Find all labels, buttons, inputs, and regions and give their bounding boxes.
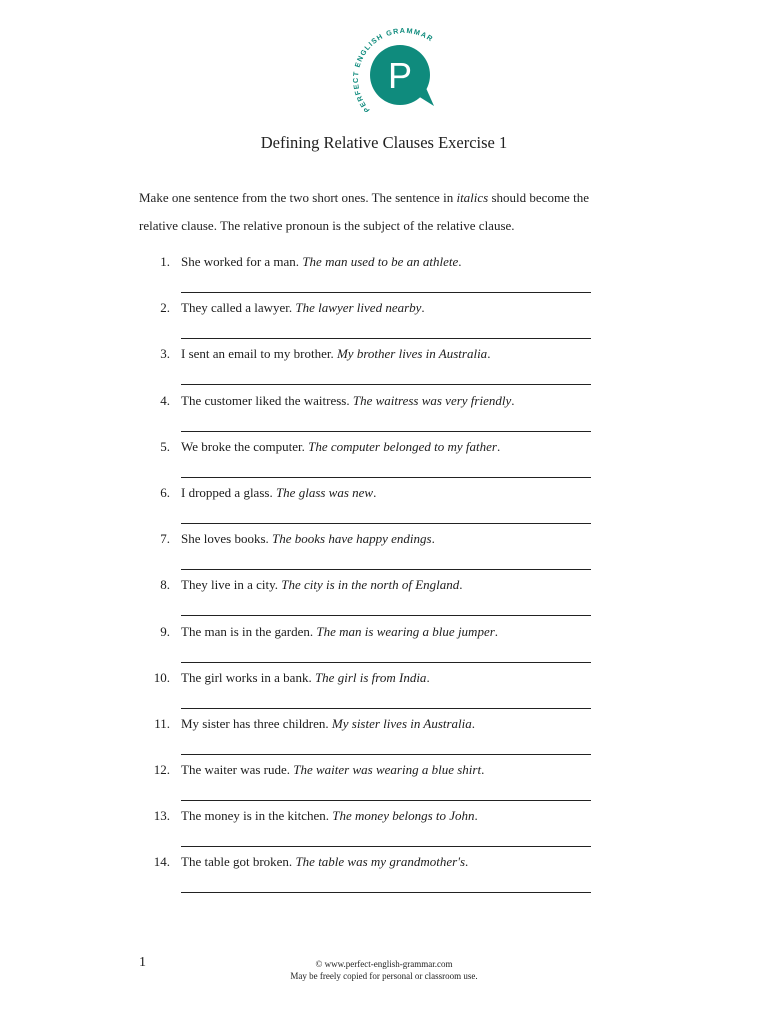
item-sentence <box>181 393 515 409</box>
exercise-item <box>0 346 768 392</box>
item-relative-clause: The lawyer lived nearby <box>295 300 422 316</box>
item-sentence <box>181 485 376 501</box>
svg-text:PERFECT ENGLISH GRAMMAR: PERFECT ENGLISH GRAMMAR <box>350 25 436 112</box>
item-sentence <box>181 854 468 870</box>
answer-line[interactable] <box>181 892 591 893</box>
item-relative-clause: The books have happy endings <box>272 531 432 547</box>
item-relative-clause: The waiter was wearing a blue shirt <box>293 762 482 778</box>
item-period: . <box>431 531 435 547</box>
item-period: . <box>511 392 515 408</box>
item-period: . <box>459 577 463 593</box>
item-sentence <box>181 531 435 547</box>
answer-line[interactable] <box>181 384 591 385</box>
item-main-clause: I sent an email to my brother. <box>181 346 337 362</box>
item-relative-clause: The computer belonged to my father <box>308 438 497 454</box>
item-main-clause: The money is in the kitchen. <box>181 808 333 824</box>
exercise-item <box>0 577 768 623</box>
item-sentence <box>181 762 484 778</box>
exercise-item <box>0 254 768 300</box>
item-main-clause: The girl works in a bank. <box>181 669 315 685</box>
item-number: 13. <box>153 808 170 824</box>
item-main-clause: They live in a city. <box>181 577 282 593</box>
item-main-clause: I dropped a glass. <box>181 484 276 500</box>
item-sentence <box>181 716 475 732</box>
exercise-list <box>0 254 768 901</box>
item-relative-clause: The girl is from India <box>314 669 427 685</box>
item-main-clause: The waiter was rude. <box>181 762 294 778</box>
item-relative-clause: The glass was new <box>275 484 374 500</box>
exercise-item <box>0 854 768 900</box>
answer-line[interactable] <box>181 708 591 709</box>
item-relative-clause: The money belongs to John <box>332 808 475 824</box>
item-main-clause: She worked for a man. <box>181 254 303 269</box>
exercise-item <box>0 485 768 531</box>
item-period: . <box>487 346 491 362</box>
exercise-item <box>0 808 768 854</box>
item-period: . <box>421 300 425 316</box>
item-number: 14. <box>153 854 170 870</box>
exercise-item <box>0 393 768 439</box>
item-main-clause: The man is in the garden. <box>181 623 317 639</box>
item-number: 5. <box>160 438 170 454</box>
item-sentence <box>181 300 425 316</box>
instructions <box>139 184 609 240</box>
answer-line[interactable] <box>181 338 591 339</box>
footer-copyright: © www.perfect-english-grammar.com <box>315 959 453 969</box>
svg-text:P: P <box>387 55 413 96</box>
item-number: 1. <box>160 254 170 269</box>
item-number: 8. <box>160 577 170 593</box>
item-period: . <box>481 762 485 778</box>
perfect-english-grammar-logo <box>350 18 440 112</box>
item-number: 9. <box>160 623 170 639</box>
footer-copy-note: May be freely copied for personal or classroom use. <box>290 971 478 981</box>
item-sentence <box>181 624 498 640</box>
instructions-italic: italics <box>456 190 489 205</box>
item-period: . <box>458 254 462 269</box>
answer-line[interactable] <box>181 846 591 847</box>
item-main-clause: We broke the computer. <box>181 438 309 454</box>
exercise-item <box>0 670 768 716</box>
answer-line[interactable] <box>181 754 591 755</box>
item-relative-clause: The table was my grandmother's <box>295 854 466 870</box>
answer-line[interactable] <box>181 569 591 570</box>
answer-line[interactable] <box>181 292 591 293</box>
exercise-item <box>0 762 768 808</box>
item-number: 2. <box>160 300 170 316</box>
exercise-item <box>0 624 768 670</box>
item-period: . <box>474 808 478 824</box>
answer-line[interactable] <box>181 431 591 432</box>
item-period: . <box>496 438 501 454</box>
item-number: 10. <box>153 669 170 685</box>
item-main-clause: They called a lawyer. <box>181 300 296 316</box>
exercise-item <box>0 439 768 485</box>
item-relative-clause: My brother lives in Australia <box>336 346 488 362</box>
item-number: 7. <box>160 531 170 547</box>
item-relative-clause: My sister lives in Australia <box>331 715 472 731</box>
item-number: 4. <box>160 392 170 408</box>
item-period: . <box>426 669 430 685</box>
item-relative-clause: The man is wearing a blue jumper <box>316 623 495 639</box>
answer-line[interactable] <box>181 800 591 801</box>
item-relative-clause: The man used to be an athlete <box>302 254 459 269</box>
page-number: 1 <box>139 955 146 970</box>
item-sentence <box>181 670 430 686</box>
item-sentence <box>181 346 490 362</box>
item-main-clause: My sister has three children. <box>181 715 332 731</box>
item-relative-clause: The city is in the north of England <box>281 577 460 593</box>
item-number: 3. <box>160 346 170 362</box>
exercise-item <box>0 716 768 762</box>
item-sentence <box>181 439 500 455</box>
item-relative-clause: The waitress was very friendly <box>352 392 512 408</box>
answer-line[interactable] <box>181 477 591 478</box>
item-period: . <box>373 484 377 500</box>
item-sentence <box>181 577 463 593</box>
item-main-clause: The customer liked the waitress. <box>181 392 353 408</box>
exercise-item <box>0 300 768 346</box>
item-sentence <box>181 254 462 270</box>
item-number: 6. <box>160 484 170 500</box>
instructions-part2: should become the relative clause. The relative pronoun is the subject of the relative clause. <box>139 190 589 233</box>
item-main-clause: The table got broken. <box>181 854 296 870</box>
footer <box>0 958 768 982</box>
instructions-part1: Make one sentence from the two short ones. The sentence in <box>139 190 457 205</box>
item-period: . <box>494 623 499 639</box>
item-sentence <box>181 808 478 824</box>
item-period: . <box>465 854 469 870</box>
exercise-item <box>0 531 768 577</box>
item-main-clause: She loves books. <box>181 531 272 547</box>
answer-line[interactable] <box>181 662 591 663</box>
answer-line[interactable] <box>181 523 591 524</box>
item-period: . <box>471 715 476 731</box>
item-number: 11. <box>154 715 170 731</box>
answer-line[interactable] <box>181 615 591 616</box>
item-number: 12. <box>153 762 170 778</box>
exercise-title: Defining Relative Clauses Exercise 1 <box>260 133 508 152</box>
